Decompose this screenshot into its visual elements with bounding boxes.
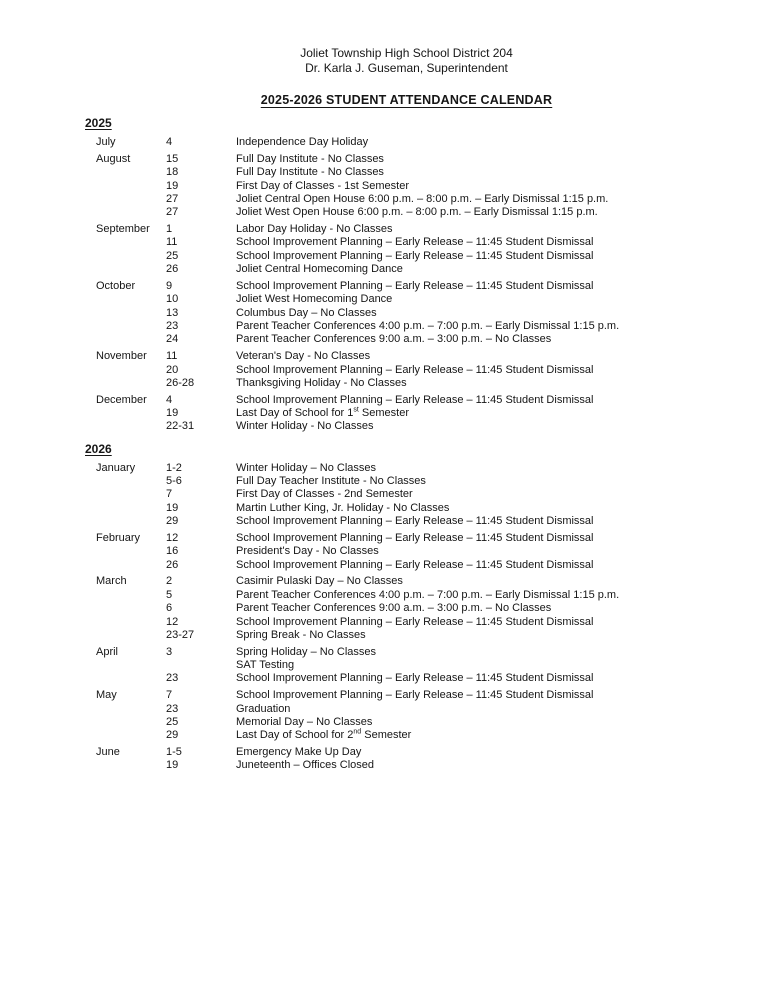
- event-date: 25: [166, 715, 179, 728]
- event-description: Parent Teacher Conferences 9:00 a.m. – 3:00 p.m. – No Classes: [236, 333, 552, 346]
- event-date: 29: [166, 729, 179, 742]
- month-label: October: [96, 279, 136, 292]
- calendar-event-row: [85, 206, 728, 219]
- calendar-event-row: [85, 488, 728, 501]
- event-date: 26: [166, 558, 179, 571]
- event-description: Joliet West Open House 6:00 p.m. – 8:00 p.m. – Early Dismissal 1:15 p.m.: [236, 206, 598, 219]
- year-heading: 2026: [85, 441, 112, 456]
- event-description: Graduation: [236, 702, 291, 715]
- event-date: 29: [166, 515, 179, 528]
- event-description: First Day of Classes - 1st Semester: [236, 179, 409, 192]
- event-description: Parent Teacher Conferences 4:00 p.m. – 7:00 p.m. – Early Dismissal 1:15 p.m.: [236, 319, 620, 332]
- event-description: School Improvement Planning – Early Release – 11:45 Student Dismissal: [236, 558, 594, 571]
- month-group-may: [85, 689, 728, 742]
- event-description: School Improvement Planning – Early Release – 11:45 Student Dismissal: [236, 393, 594, 406]
- month-label: February: [96, 531, 141, 544]
- event-description: Spring Holiday – No Classes: [236, 645, 377, 658]
- event-date: 18: [166, 166, 179, 179]
- event-date: 23-27: [166, 628, 195, 641]
- month-group-october: [85, 280, 728, 347]
- event-date: 19: [166, 407, 179, 420]
- calendar-event-row: [85, 462, 728, 475]
- event-date: 26-28: [166, 376, 195, 389]
- event-description: Columbus Day – No Classes: [236, 306, 377, 319]
- event-description: Parent Teacher Conferences 4:00 p.m. – 7:00 p.m. – Early Dismissal 1:15 p.m.: [236, 588, 620, 601]
- event-date: 25: [166, 249, 179, 262]
- event-date: 27: [166, 192, 179, 205]
- month-label: May: [96, 689, 117, 702]
- calendar-event-row: [85, 759, 728, 772]
- month-group-march: [85, 575, 728, 642]
- event-date: 5: [166, 588, 173, 601]
- calendar-event-row: [85, 394, 728, 407]
- event-date: 13: [166, 306, 179, 319]
- event-date: 11: [166, 350, 178, 363]
- event-date: 27: [166, 206, 179, 219]
- event-date: 26: [166, 263, 179, 276]
- event-description: Memorial Day – No Classes: [236, 715, 373, 728]
- month-label: November: [96, 350, 147, 363]
- event-description: Full Day Institute - No Classes: [236, 152, 384, 165]
- event-date: 23: [166, 702, 179, 715]
- event-description: School Improvement Planning – Early Release – 11:45 Student Dismissal: [236, 689, 594, 702]
- month-label: March: [96, 575, 127, 588]
- event-date: 22-31: [166, 420, 195, 433]
- month-group-december: [85, 394, 728, 434]
- year-section-2026: [85, 442, 728, 773]
- calendar-event-row: [85, 236, 728, 249]
- calendar-event-row: [85, 659, 728, 672]
- event-description: School Improvement Planning – Early Release – 11:45 Student Dismissal: [236, 363, 594, 376]
- event-date: 4: [166, 136, 173, 148]
- calendar-event-row: [85, 193, 728, 206]
- month-group-august: [85, 153, 728, 220]
- month-label: August: [96, 152, 131, 165]
- calendar-event-row: [85, 407, 728, 420]
- month-group-november: [85, 350, 728, 390]
- event-description: Full Day Institute - No Classes: [236, 166, 384, 179]
- year-months: [85, 136, 728, 434]
- event-description: School Improvement Planning – Early Release – 11:45 Student Dismissal: [236, 531, 594, 544]
- event-description: Casimir Pulaski Day – No Classes: [236, 575, 403, 588]
- month-group-april: [85, 646, 728, 686]
- calendar-event-row: [85, 475, 728, 488]
- calendar-event-row: [85, 166, 728, 179]
- event-date: 1-2: [166, 461, 182, 474]
- event-description: Spring Break - No Classes: [236, 628, 366, 641]
- calendar-event-row: [85, 333, 728, 346]
- calendar-event-row: [85, 350, 728, 363]
- event-description: Last Day of School for 2nd Semester: [236, 728, 412, 742]
- calendar-body: [85, 116, 728, 773]
- event-date: 9: [166, 279, 173, 292]
- event-description: Joliet West Homecoming Dance: [236, 293, 393, 306]
- calendar-event-row: [85, 320, 728, 333]
- event-date: 7: [166, 488, 173, 501]
- event-description: Winter Holiday – No Classes: [236, 461, 376, 474]
- event-description: First Day of Classes - 2nd Semester: [236, 488, 413, 501]
- event-description: School Improvement Planning – Early Release – 11:45 Student Dismissal: [236, 236, 594, 249]
- event-description: Thanksgiving Holiday - No Classes: [236, 376, 407, 389]
- calendar-event-row: [85, 589, 728, 602]
- calendar-event-row: [85, 532, 728, 545]
- district-name: Joliet Township High School District 204: [300, 46, 513, 60]
- month-label: December: [96, 393, 147, 406]
- superintendent-name: Dr. Karla J. Guseman, Superintendent: [305, 61, 508, 75]
- event-description: School Improvement Planning – Early Release – 11:45 Student Dismissal: [236, 279, 594, 292]
- year-heading: 2025: [85, 116, 112, 130]
- event-description: School Improvement Planning – Early Release – 11:45 Student Dismissal: [236, 515, 594, 528]
- month-label: April: [96, 645, 119, 658]
- event-description: Last Day of School for 1st Semester: [236, 406, 409, 420]
- event-description: School Improvement Planning – Early Release – 11:45 Student Dismissal: [236, 615, 594, 628]
- year-months: [85, 462, 728, 773]
- event-description: Veteran's Day - No Classes: [236, 350, 371, 363]
- event-description: Parent Teacher Conferences 9:00 a.m. – 3:00 p.m. – No Classes: [236, 602, 552, 615]
- event-description: Independence Day Holiday: [236, 136, 369, 148]
- event-description: President's Day - No Classes: [236, 545, 379, 558]
- event-date: 20: [166, 363, 179, 376]
- event-date: 19: [166, 501, 179, 514]
- calendar-event-row: [85, 280, 728, 293]
- event-date: 5-6: [166, 475, 182, 488]
- month-group-june: [85, 746, 728, 773]
- calendar-event-row: [85, 153, 728, 166]
- event-description: SAT Testing: [236, 659, 295, 672]
- event-description: School Improvement Planning – Early Release – 11:45 Student Dismissal: [236, 249, 594, 262]
- event-date: 16: [166, 545, 179, 558]
- calendar-event-row: [85, 307, 728, 320]
- event-description: Labor Day Holiday - No Classes: [236, 223, 393, 236]
- event-date: 10: [166, 293, 179, 306]
- ordinal-suffix: nd: [353, 728, 362, 736]
- month-label: July: [96, 136, 116, 148]
- event-date: 7: [166, 689, 173, 702]
- event-description: Winter Holiday - No Classes: [236, 420, 374, 433]
- calendar-event-row: [85, 616, 728, 629]
- ordinal-suffix: st: [353, 406, 359, 414]
- calendar-event-row: [85, 629, 728, 642]
- calendar-event-row: [85, 502, 728, 515]
- event-description: School Improvement Planning – Early Release – 11:45 Student Dismissal: [236, 672, 594, 685]
- year-section-2025: [85, 116, 728, 434]
- calendar-event-row: [85, 293, 728, 306]
- event-date: 3: [166, 645, 173, 658]
- calendar-event-row: [85, 420, 728, 433]
- month-group-september: [85, 223, 728, 276]
- event-date: 24: [166, 333, 179, 346]
- calendar-event-row: [85, 672, 728, 685]
- month-group-july: [85, 136, 728, 149]
- event-date: 12: [166, 531, 179, 544]
- calendar-event-row: [85, 364, 728, 377]
- calendar-event-row: [85, 377, 728, 390]
- month-label: September: [96, 223, 150, 236]
- event-date: 23: [166, 319, 179, 332]
- calendar-event-row: [85, 136, 728, 149]
- event-description: Joliet Central Homecoming Dance: [236, 263, 403, 276]
- calendar-event-row: [85, 746, 728, 759]
- event-description: Juneteenth – Offices Closed: [236, 759, 374, 772]
- calendar-event-row: [85, 716, 728, 729]
- calendar-event-row: [85, 602, 728, 615]
- event-description: Martin Luther King, Jr. Holiday - No Classes: [236, 501, 450, 514]
- calendar-event-row: [85, 729, 728, 742]
- event-description: Joliet Central Open House 6:00 p.m. – 8:00 p.m. – Early Dismissal 1:15 p.m.: [236, 192, 609, 205]
- calendar-event-row: [85, 263, 728, 276]
- event-description: Emergency Make Up Day: [236, 746, 362, 759]
- document-header: [85, 46, 728, 108]
- calendar-event-row: [85, 689, 728, 702]
- month-group-february: [85, 532, 728, 572]
- event-date: 11: [166, 236, 178, 249]
- event-date: 1: [166, 223, 173, 236]
- event-date: 23: [166, 672, 179, 685]
- event-date: 19: [166, 179, 179, 192]
- calendar-event-row: [85, 575, 728, 588]
- calendar-event-row: [85, 559, 728, 572]
- calendar-event-row: [85, 703, 728, 716]
- calendar-event-row: [85, 515, 728, 528]
- event-date: 1-5: [166, 746, 182, 759]
- event-date: 15: [166, 152, 179, 165]
- calendar-event-row: [85, 545, 728, 558]
- month-label: June: [96, 746, 120, 759]
- event-date: 12: [166, 615, 179, 628]
- calendar-event-row: [85, 250, 728, 263]
- event-date: 19: [166, 759, 179, 772]
- month-group-january: [85, 462, 728, 529]
- calendar-event-row: [85, 223, 728, 236]
- calendar-event-row: [85, 180, 728, 193]
- calendar-event-row: [85, 646, 728, 659]
- event-date: 2: [166, 575, 173, 588]
- month-label: January: [96, 461, 136, 474]
- event-description: Full Day Teacher Institute - No Classes: [236, 475, 426, 488]
- event-date: 6: [166, 602, 173, 615]
- document-title: 2025-2026 STUDENT ATTENDANCE CALENDAR: [260, 93, 553, 107]
- event-date: 4: [166, 393, 173, 406]
